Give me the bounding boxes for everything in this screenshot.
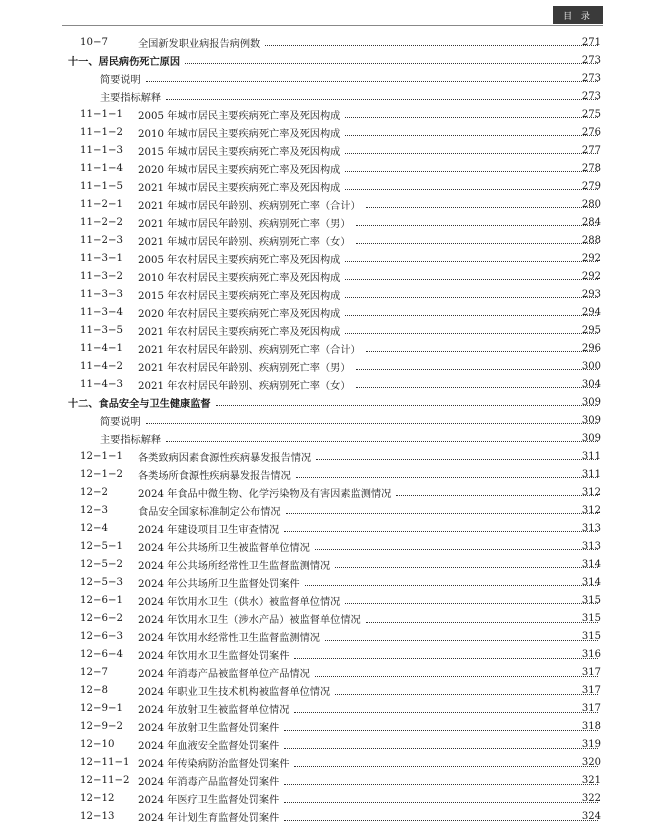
dot-leader (345, 134, 598, 136)
toc-page-number: 315 (581, 594, 601, 606)
dot-leader (284, 801, 598, 803)
toc-entry-title: 主要指标解释 (100, 89, 163, 104)
toc-section-heading[interactable] (0, 393, 667, 411)
toc-entry-number: 12−5−3 (80, 576, 123, 588)
dot-leader (265, 44, 598, 46)
toc-entry[interactable] (0, 610, 667, 628)
toc-page-number: 317 (581, 685, 601, 697)
dot-leader (284, 747, 598, 749)
dot-leader (305, 584, 598, 586)
toc-entry-title: 2021 年农村居民年龄别、疾病别死亡率（男） (138, 359, 353, 374)
toc-entry-title-line (138, 251, 601, 266)
dot-leader (166, 440, 598, 442)
toc-entry[interactable] (0, 555, 667, 573)
dot-leader (284, 819, 598, 821)
toc-entry-number: 11−3−1 (80, 252, 123, 264)
dot-leader (345, 332, 598, 334)
toc-entry-number: 11−4−3 (80, 378, 123, 390)
toc-entry-number: 12−9−2 (80, 721, 123, 733)
dot-leader (166, 98, 598, 100)
toc-entry-title: 2024 年食品中微生物、化学污染物及有害因素监测情况 (138, 485, 393, 500)
dot-leader (185, 62, 598, 64)
toc-entry[interactable] (0, 321, 667, 339)
toc-entry-title-line (138, 809, 601, 824)
toc-entry-title: 2024 年公共场所卫生监督处罚案件 (138, 575, 302, 590)
dot-leader (356, 368, 598, 370)
toc-entry-title: 2024 年放射卫生监督处罚案件 (138, 719, 281, 734)
toc-entry[interactable] (0, 303, 667, 321)
toc-entry[interactable] (0, 357, 667, 375)
toc-entry-title-line (68, 395, 601, 410)
toc-page-number: 273 (581, 72, 601, 84)
toc-page-number: 273 (581, 54, 601, 66)
toc-entry-title: 十一、居民病伤死亡原因 (68, 53, 182, 68)
toc-entry-title: 2024 年消毒产品被监督单位产品情况 (138, 665, 312, 680)
dot-leader (345, 188, 598, 190)
toc-entry[interactable] (0, 718, 667, 736)
toc-entry-title: 主要指标解释 (100, 431, 163, 446)
toc-entry[interactable] (0, 267, 667, 285)
toc-entry[interactable] (0, 664, 667, 682)
toc-entry-number: 12−3 (80, 504, 108, 516)
dot-leader (356, 386, 598, 388)
dot-leader (345, 152, 598, 154)
toc-entry-number: 11−2−1 (80, 198, 123, 210)
toc-page-number: 309 (581, 432, 601, 444)
toc-entry-number: 12−6−4 (80, 649, 123, 661)
toc-entry[interactable] (0, 790, 667, 808)
toc-entry-title: 十二、食品安全与卫生健康监督 (68, 395, 213, 410)
toc-entry[interactable] (0, 646, 667, 664)
toc-entry[interactable] (0, 700, 667, 718)
toc-entry-title: 2024 年建设项目卫生审查情况 (138, 521, 281, 536)
toc-entry-title: 全国新发职业病报告病例数 (138, 35, 262, 50)
toc-entry-title-line (138, 341, 601, 356)
toc-page-number: 273 (581, 90, 601, 102)
toc-entry-title-line (138, 161, 601, 176)
toc-entry-title-line (138, 233, 601, 248)
toc-entry-title: 2020 年农村居民主要疾病死亡率及死因构成 (138, 305, 342, 320)
dot-leader (345, 116, 598, 118)
toc-entry-number: 12−6−2 (80, 613, 123, 624)
toc-entry[interactable] (0, 591, 667, 609)
toc-page-number: 280 (581, 198, 601, 210)
toc-entry-title: 2024 年职业卫生技术机构被监督单位情况 (138, 683, 332, 698)
header-tab-label: 目 录 (563, 11, 593, 22)
dot-leader (345, 170, 598, 172)
dot-leader (345, 278, 598, 280)
toc-entry-title-line (138, 647, 601, 662)
toc-entry[interactable] (0, 573, 667, 591)
toc-page-number: 317 (581, 703, 601, 715)
toc-entry-title: 2015 年农村居民主要疾病死亡率及死因构成 (138, 287, 342, 302)
toc-entry-title-line (68, 53, 601, 68)
dot-leader (286, 512, 598, 514)
toc-entry-title: 2021 年城市居民年龄别、疾病别死亡率（男） (138, 215, 353, 230)
toc-entry-title: 2021 年农村居民年龄别、疾病别死亡率（合计） (138, 341, 363, 356)
toc-page-number: 318 (581, 721, 601, 733)
dot-leader (216, 404, 598, 406)
toc-entry-title: 2024 年传染病防治监督处罚案件 (138, 755, 291, 770)
toc-entry-title: 2024 年公共场所经常性卫生监督监测情况 (138, 557, 332, 572)
dot-leader (294, 765, 598, 767)
toc-entry-title: 各类场所食源性疾病暴发报告情况 (138, 467, 293, 482)
toc-entry[interactable] (0, 69, 667, 87)
toc-entry-title-line (138, 791, 601, 806)
toc-entry[interactable] (0, 772, 667, 790)
toc-entry-number: 11−1−1 (80, 108, 123, 120)
toc-entry-title: 2021 年农村居民年龄别、疾病别死亡率（女） (138, 377, 353, 392)
toc-entry-title-line (138, 449, 601, 464)
dot-leader (284, 783, 598, 785)
dot-leader (366, 206, 598, 208)
toc-entry-title-line (138, 701, 601, 716)
toc-entry-title-line (100, 71, 601, 86)
toc-entry[interactable] (0, 519, 667, 537)
toc-page-number: 304 (581, 378, 601, 390)
toc-page-number: 288 (581, 234, 601, 246)
toc-page-number: 312 (581, 504, 601, 516)
toc-entry-title-line (138, 197, 601, 212)
toc-entry-title-line (100, 431, 601, 446)
toc-entry[interactable] (0, 682, 667, 700)
toc-entry-title-line (138, 125, 601, 140)
toc-entry-number: 12−4 (80, 522, 108, 534)
dot-leader (345, 314, 598, 316)
toc-entry-title-line (100, 413, 601, 428)
toc-entry-title-line (138, 215, 601, 230)
toc-entry[interactable] (0, 195, 667, 213)
toc-entry-title-line (138, 557, 601, 572)
toc-entry-title-line (138, 683, 601, 698)
toc-page-number: 315 (581, 631, 601, 643)
dot-leader (146, 80, 598, 82)
toc-entry[interactable] (0, 483, 667, 501)
toc-entry-title-line (138, 107, 601, 122)
dot-leader (325, 639, 598, 641)
toc-entry-number: 12−1−1 (80, 450, 123, 462)
toc-entry[interactable] (0, 808, 667, 826)
toc-entry[interactable] (0, 285, 667, 303)
toc-entry-number: 11−1−2 (80, 126, 123, 138)
toc-entry-number: 12−7 (80, 667, 108, 679)
toc-entry-title-line (138, 773, 601, 788)
toc-page-number: 313 (581, 522, 601, 534)
toc-section-heading[interactable] (0, 51, 667, 69)
toc-entry-number: 12−1−2 (80, 468, 123, 480)
toc-entry[interactable] (0, 736, 667, 754)
toc-entry[interactable] (0, 123, 667, 141)
toc-entry-title: 2021 年城市居民年龄别、疾病别死亡率（女） (138, 233, 353, 248)
dot-leader (294, 657, 598, 659)
toc-entry[interactable] (0, 375, 667, 393)
toc-page-number: 324 (581, 811, 601, 823)
toc-entry-number: 12−10 (80, 739, 115, 751)
toc-entry-title: 2024 年饮用水卫生（供水）被监督单位情况 (138, 593, 342, 608)
toc-entry[interactable] (0, 429, 667, 447)
toc-page-number: 277 (581, 144, 601, 156)
toc-entry-title-line (138, 593, 601, 608)
dot-leader (315, 548, 598, 550)
toc-entry-title: 2024 年计划生育监督处罚案件 (138, 809, 281, 824)
toc-entry-title-line (138, 485, 601, 500)
toc-page-number: 322 (581, 793, 601, 805)
toc-page-number: 316 (581, 649, 601, 661)
toc-entry-title-line (138, 755, 601, 770)
toc-entry-title: 2015 年城市居民主要疾病死亡率及死因构成 (138, 143, 342, 158)
toc-entry-title: 简要说明 (100, 71, 143, 86)
toc-entry-title-line (138, 503, 601, 518)
toc-entry-title-line (138, 287, 601, 302)
dot-leader (345, 602, 598, 604)
toc-entry-title: 2024 年饮用水卫生监督处罚案件 (138, 647, 291, 662)
toc-entry-number: 11−4−2 (80, 360, 123, 372)
toc-page-number: 319 (581, 739, 601, 751)
toc-entry-title: 2024 年公共场所卫生被监督单位情况 (138, 539, 312, 554)
toc-entry-title-line (138, 629, 601, 644)
toc-entry-title-line (138, 269, 601, 284)
toc-entry-number: 10−7 (80, 36, 108, 48)
toc-entry[interactable] (0, 537, 667, 555)
toc-page-number: 292 (581, 270, 601, 282)
toc-entry-title-line (100, 89, 601, 104)
toc-entry-title-line (138, 179, 601, 194)
toc-entry[interactable] (0, 447, 667, 465)
toc-page-number: 294 (581, 306, 601, 318)
dot-leader (146, 422, 598, 424)
toc-entry-title-line (138, 359, 601, 374)
toc-entry-number: 12−12 (80, 793, 115, 805)
toc-entry-title: 2021 年农村居民主要疾病死亡率及死因构成 (138, 323, 342, 338)
toc-entry[interactable] (0, 177, 667, 195)
toc-entry-title: 2024 年放射卫生被监督单位情况 (138, 701, 291, 716)
dot-leader (356, 242, 598, 244)
toc-entry-number: 11−2−2 (80, 216, 123, 228)
toc-entry[interactable] (0, 87, 667, 105)
toc-page-number: 295 (581, 324, 601, 336)
toc-page-number: 271 (581, 36, 601, 48)
toc-entry-title-line (138, 539, 601, 554)
toc-page-number: 315 (581, 613, 601, 624)
toc-page-number: 314 (581, 558, 601, 570)
toc-page-number: 309 (581, 414, 601, 426)
toc-entry-title: 2005 年城市居民主要疾病死亡率及死因构成 (138, 107, 342, 122)
dot-leader (315, 675, 598, 677)
toc-entry-title: 简要说明 (100, 413, 143, 428)
toc-entry[interactable] (0, 501, 667, 519)
toc-entry-number: 12−6−3 (80, 631, 123, 643)
dot-leader (284, 530, 598, 532)
toc-entry-number: 12−11−2 (80, 775, 130, 787)
toc-entry[interactable] (0, 411, 667, 429)
toc-page-number: 311 (581, 450, 601, 462)
toc-entry-number: 11−3−2 (80, 270, 123, 282)
toc-entry-number: 12−11−1 (80, 757, 130, 769)
toc-entry-number: 12−8 (80, 685, 108, 697)
toc-entry-title-line (138, 719, 601, 734)
toc-entry-title-line (138, 143, 601, 158)
toc-entry-number: 12−2 (80, 486, 108, 498)
toc-entry-number: 12−5−1 (80, 540, 123, 552)
dot-leader (284, 729, 598, 731)
toc-entry-number: 11−3−5 (80, 324, 123, 336)
toc-page-number: 292 (581, 252, 601, 264)
toc-entry-title-line (138, 665, 601, 680)
toc-entry-number: 12−9−1 (80, 703, 123, 715)
toc-page-number: 293 (581, 288, 601, 300)
header-tab (553, 6, 603, 24)
table-of-contents (0, 33, 667, 826)
toc-entry-number: 11−4−1 (80, 342, 123, 354)
toc-page-number: 321 (581, 775, 601, 787)
toc-entry-title-line (138, 35, 601, 50)
toc-entry-title: 2024 年饮用水卫生（涉水产品）被监督单位情况 (138, 611, 363, 626)
toc-entry[interactable] (0, 213, 667, 231)
dot-leader (356, 224, 598, 226)
toc-page-number: 314 (581, 576, 601, 588)
toc-entry-title: 2020 年城市居民主要疾病死亡率及死因构成 (138, 161, 342, 176)
toc-page-number: 312 (581, 486, 601, 498)
dot-leader (316, 458, 598, 460)
toc-page-number: 320 (581, 757, 601, 769)
toc-entry-number: 11−1−4 (80, 162, 123, 174)
toc-entry-number: 11−3−4 (80, 306, 123, 318)
toc-entry[interactable] (0, 465, 667, 483)
toc-entry[interactable] (0, 141, 667, 159)
toc-entry-number: 11−1−3 (80, 144, 123, 156)
toc-entry[interactable] (0, 231, 667, 249)
toc-entry-title-line (138, 305, 601, 320)
toc-entry-title: 2024 年饮用水经常性卫生监督监测情况 (138, 629, 322, 644)
toc-page-number: 275 (581, 108, 601, 120)
toc-page-number: 279 (581, 180, 601, 192)
dot-leader (335, 566, 598, 568)
toc-entry-title-line (138, 467, 601, 482)
toc-page-number: 296 (581, 342, 601, 354)
toc-entry[interactable] (0, 628, 667, 646)
toc-page-number: 284 (581, 216, 601, 228)
toc-page-number: 317 (581, 667, 601, 679)
toc-entry-title: 2021 年城市居民主要疾病死亡率及死因构成 (138, 179, 342, 194)
toc-entry-title: 2010 年城市居民主要疾病死亡率及死因构成 (138, 125, 342, 140)
toc-page-number: 278 (581, 162, 601, 174)
toc-entry-title: 2024 年医疗卫生监督处罚案件 (138, 791, 281, 806)
toc-entry-title: 各类致病因素食源性疾病暴发报告情况 (138, 449, 313, 464)
toc-entry[interactable] (0, 33, 667, 51)
toc-entry-title: 2024 年血液安全监督处罚案件 (138, 737, 281, 752)
toc-entry[interactable] (0, 159, 667, 177)
toc-entry-title-line (138, 611, 601, 626)
toc-entry-title-line (138, 737, 601, 752)
toc-entry-title-line (138, 575, 601, 590)
toc-entry-title: 2010 年农村居民主要疾病死亡率及死因构成 (138, 269, 342, 284)
toc-entry-number: 11−2−3 (80, 234, 123, 246)
toc-entry-title: 2024 年消毒产品监督处罚案件 (138, 773, 281, 788)
dot-leader (345, 260, 598, 262)
toc-page-number: 313 (581, 540, 601, 552)
toc-entry[interactable] (0, 105, 667, 123)
toc-entry[interactable] (0, 339, 667, 357)
dot-leader (366, 350, 598, 352)
toc-entry-number: 12−5−2 (80, 558, 123, 570)
toc-entry-title-line (138, 377, 601, 392)
toc-entry-title-line (138, 521, 601, 536)
toc-entry[interactable] (0, 754, 667, 772)
toc-entry-title: 2021 年城市居民年龄别、疾病别死亡率（合计） (138, 197, 363, 212)
dot-leader (296, 476, 598, 478)
toc-entry[interactable] (0, 249, 667, 267)
dot-leader (294, 711, 598, 713)
toc-entry-number: 11−3−3 (80, 288, 123, 300)
toc-entry-title-line (138, 323, 601, 338)
toc-page-number: 311 (581, 468, 601, 480)
toc-entry-number: 12−6−1 (80, 594, 123, 606)
dot-leader (366, 621, 598, 623)
toc-page-number: 276 (581, 126, 601, 138)
dot-leader (345, 296, 598, 298)
toc-entry-title: 2005 年农村居民主要疾病死亡率及死因构成 (138, 251, 342, 266)
toc-entry-number: 11−1−5 (80, 180, 123, 192)
toc-page-number: 309 (581, 396, 601, 408)
toc-entry-number: 12−13 (80, 811, 115, 823)
header-rule (62, 25, 603, 26)
dot-leader (335, 693, 598, 695)
dot-leader (396, 494, 598, 496)
toc-page-number: 300 (581, 360, 601, 372)
toc-entry-title: 食品安全国家标准制定公布情况 (138, 503, 283, 518)
